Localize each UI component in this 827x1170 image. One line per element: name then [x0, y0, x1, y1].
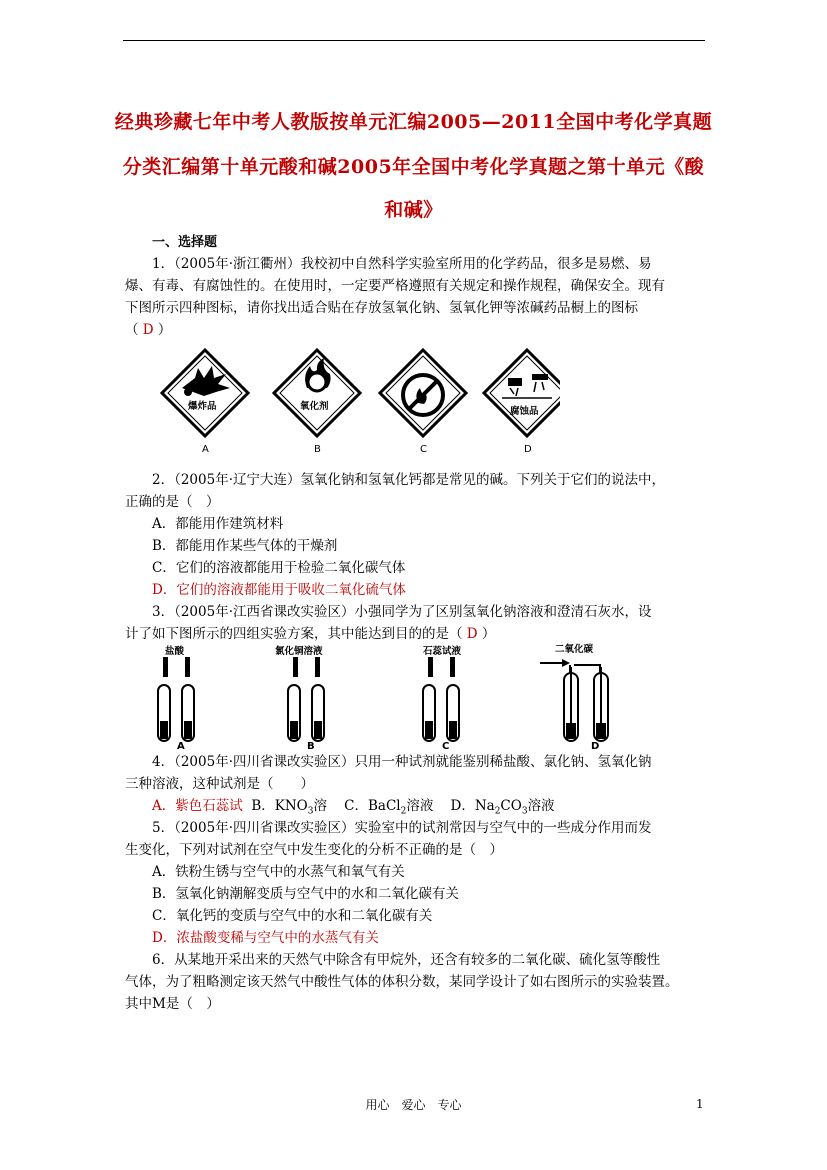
q2-line-2: 正确的是（ ）: [125, 494, 220, 510]
q2-option-d: D．它们的溶液都能用于吸收二氧化硫气体: [152, 582, 406, 598]
no-flame-sign-icon: [380, 350, 466, 436]
q1-answer: D: [142, 322, 154, 338]
q1-line-3: 下图所示四种图标，请你找出适合贴在存放氢氧化钠、氢氧化钾等浓碱药品橱上的图标: [125, 300, 638, 316]
q6-line-1: 6．从某地开采出来的天然气中除含有甲烷外，还含有较多的二氧化碳、硫化氢等酸性: [152, 952, 661, 968]
q3-paren-close: ）: [481, 626, 496, 642]
title-line-1: 经典珍藏七年中考人教版按单元汇编2005—2011全国中考化学真题: [114, 111, 713, 133]
q5-option-d: D．浓盐酸变稀与空气中的水蒸气有关: [152, 930, 379, 946]
q4-line-2: 三种溶液，这种试剂是（ ）: [125, 776, 314, 792]
page-number: 1: [696, 1097, 704, 1111]
q6-line-2: 气体，为了粗略测定该天然气中酸性气体的体积分数，某同学设计了如右图所示的实验装置。: [125, 974, 679, 990]
q4-option-b: B．$KNO_3$溶: [251, 798, 327, 817]
q5-line-1: 5．（2005年·四川省课改实验区）实验室中的试剂常因与空气中的一些成分作用而发: [152, 820, 652, 836]
q5-line-2: 生变化，下列对试剂在空气中发生变化的分析不正确的是（ ）: [125, 842, 503, 858]
explosive-sign-icon: [162, 350, 248, 436]
sign-d-label: 腐蚀品: [510, 406, 539, 417]
oxidizer-sign-icon: [274, 350, 360, 436]
q3-line-1: 3．（2005年·江西省课改实验区）小强同学为了区别氢氧化钠溶液和澄清石灰水，设: [152, 604, 652, 620]
group-c-label: 石蕊试液: [423, 646, 462, 657]
test-tubes-svg: [155, 643, 635, 753]
group-b-label: 氯化铜溶液: [275, 646, 323, 657]
sign-a-letter: A: [202, 444, 209, 455]
q1-line-1: 1．（2005年·浙江衢州）我校初中自然科学实验室所用的化学药品，很多是易燃、易: [152, 256, 652, 272]
q2-option-c: C．它们的溶液都能用于检验二氧化碳气体: [152, 560, 406, 576]
q3-line-2: [125, 624, 495, 645]
q6-line-3: 其中M是（ ）: [125, 996, 220, 1012]
q2-option-a: A．都能用作建筑材料: [152, 516, 284, 532]
q2-option-b: B．都能用作某些气体的干燥剂: [152, 538, 338, 554]
q5-option-c: C．氧化钙的变质与空气中的水和二氧化碳有关: [152, 908, 433, 924]
group-d-letter: D: [591, 741, 600, 752]
header-rule: [123, 40, 705, 41]
q4-option-a: A．紫色石蕊试: [152, 798, 243, 814]
group-a-letter: A: [177, 741, 185, 752]
sign-a-label: 爆炸品: [188, 401, 217, 412]
group-b-tubes-icon: [288, 657, 324, 741]
q4-option-c: C．BaCl$_2$溶液: [344, 798, 434, 817]
group-a-tubes-icon: [158, 657, 194, 741]
sign-b-letter: B: [314, 444, 321, 455]
q4-line-1: 4．（2005年·四川省课改实验区）只用一种试剂就能鉴别稀盐酸、氯化钠、氢氧化钠: [152, 754, 652, 770]
q1-paren-close: ）: [157, 322, 172, 338]
hazard-signs-svg: [160, 348, 560, 463]
page-footer: 用心 爱心 专心: [365, 1098, 462, 1112]
section-heading: 一、选择题: [152, 235, 218, 250]
sign-c-letter: C: [420, 444, 427, 455]
q1-line-2: 爆、有毒、有腐蚀性的。在使用时，一定要严格遵照有关规定和操作规程，确保安全。现有: [125, 278, 665, 294]
group-a-label: 盐酸: [165, 646, 185, 657]
group-b-letter: B: [307, 741, 315, 752]
q3-answer: D: [466, 626, 478, 642]
corrosive-sign-icon: [484, 350, 560, 436]
title-line-3: 和碱》: [384, 199, 443, 221]
q5-option-b: B．氢氧化钠潮解变质与空气中的水和二氧化碳有关: [152, 886, 459, 902]
group-d-label: 二氧化碳: [555, 644, 594, 655]
group-d-tubes-icon: [540, 659, 608, 741]
q4-options: [152, 796, 555, 817]
q3-text: 计了如下图所示的四组实验方案，其中能达到目的的是（: [125, 626, 463, 642]
q2-line-1: 2．（2005年·辽宁大连）氢氧化钠和氢氧化钙都是常见的碱。下列关于它们的说法中，: [152, 472, 665, 488]
hazard-signs-figure: [160, 348, 560, 463]
sign-b-label: 氧化剂: [300, 401, 329, 412]
group-c-tubes-icon: [423, 657, 459, 741]
group-c-letter: C: [442, 741, 450, 752]
title-line-2: 分类汇编第十单元酸和碱2005年全国中考化学真题之第十单元《酸: [122, 156, 705, 178]
sign-d-letter: D: [524, 444, 532, 455]
q1-paren-open: （: [125, 322, 139, 338]
test-tubes-figure: [155, 643, 635, 753]
q4-option-d: D．$Na_2CO_3$溶液: [450, 798, 555, 817]
q5-option-a: A．铁粉生锈与空气中的水蒸气和氧气有关: [152, 864, 405, 880]
q1-line-4: [125, 320, 171, 341]
